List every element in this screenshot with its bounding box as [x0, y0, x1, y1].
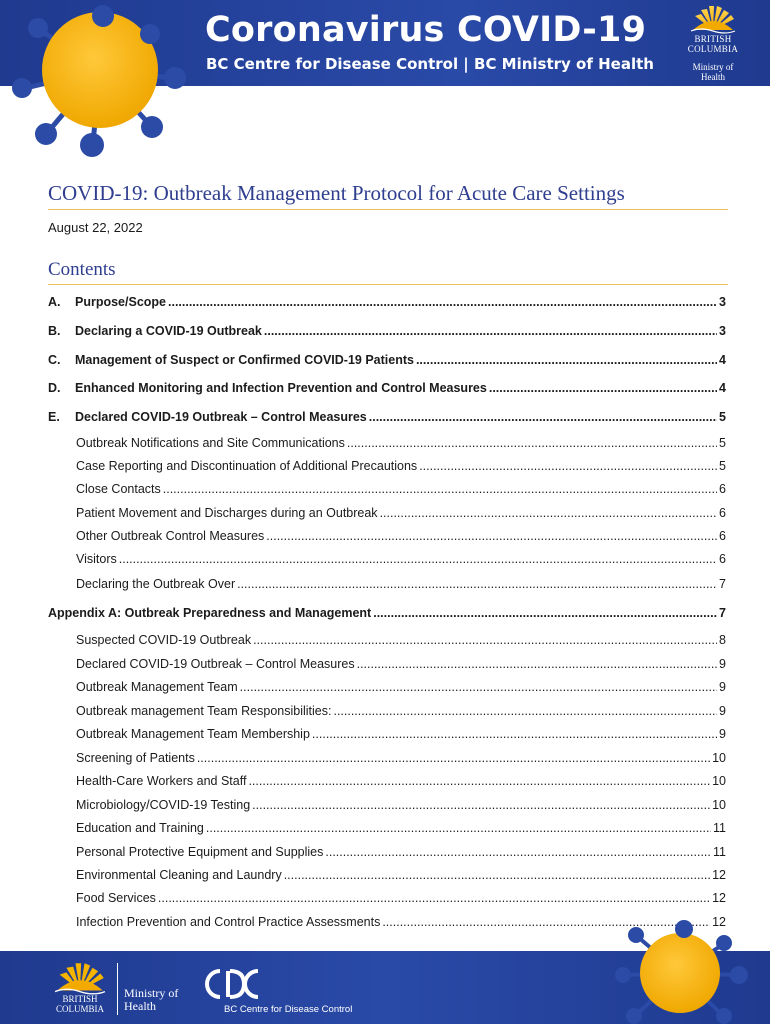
bc-logo-wordmark — [680, 34, 746, 54]
toc-dot-leader — [284, 868, 710, 882]
toc-page-number: 4 — [719, 353, 726, 367]
toc-entry[interactable] — [48, 324, 726, 338]
toc-entry-label: Other Outbreak Control Measures — [76, 529, 265, 543]
toc-subentry[interactable] — [76, 657, 726, 671]
toc-page-number: 10 — [712, 751, 726, 765]
toc-dot-leader — [312, 727, 717, 741]
toc-page-number: 6 — [719, 552, 726, 566]
toc-subentry[interactable] — [76, 704, 726, 718]
toc-dot-leader — [373, 606, 717, 620]
toc-dot-leader — [253, 633, 717, 647]
toc-page-number: 11 — [713, 821, 726, 835]
toc-subentry[interactable] — [76, 751, 726, 765]
toc-entry-label: Outbreak Notifications and Site Communications — [76, 436, 345, 450]
toc-entry-label: Outbreak management Team Responsibilities: — [76, 704, 332, 718]
toc-subentry[interactable] — [76, 436, 726, 450]
toc-dot-leader — [119, 552, 717, 566]
contents-divider — [48, 284, 728, 285]
toc-entry-label: Enhanced Monitoring and Infection Prevention and Control Measures — [75, 381, 487, 395]
toc-entry-label: Case Reporting and Discontinuation of Additional Precautions — [76, 459, 418, 473]
toc-dot-leader — [266, 529, 717, 543]
toc-dot-leader — [237, 577, 717, 591]
footer-ministry-line-2: Health — [124, 999, 156, 1013]
toc-page-number: 6 — [719, 529, 726, 543]
toc-page-number: 5 — [719, 459, 726, 473]
footer-ministry-label — [124, 987, 178, 1013]
toc-entry-letter: B. — [48, 324, 61, 338]
toc-entry-label: Declared COVID-19 Outbreak – Control Measures — [76, 657, 355, 671]
toc-subentry[interactable] — [76, 845, 726, 859]
bc-sun-logo-icon — [687, 4, 739, 34]
toc-subentry[interactable] — [76, 891, 726, 905]
toc-entry[interactable] — [48, 353, 726, 367]
toc-entry-label: Management of Suspect or Confirmed COVID-19 Patients — [75, 353, 414, 367]
toc-dot-leader — [163, 482, 717, 496]
footer-divider — [117, 963, 118, 1015]
toc-page-number: 6 — [719, 506, 726, 520]
bc-logo-wordmark-footer — [48, 994, 112, 1014]
toc-page-number: 7 — [719, 577, 726, 591]
toc-dot-leader — [325, 845, 711, 859]
toc-dot-leader — [419, 459, 717, 473]
toc-entry-label: Personal Protective Equipment and Supplies — [76, 845, 324, 859]
toc-entry-letter: E. — [48, 410, 60, 424]
document-date: August 22, 2022 — [48, 220, 143, 235]
toc-entry-label: Close Contacts — [76, 482, 161, 496]
toc-entry[interactable] — [48, 410, 726, 424]
toc-page-number: 12 — [712, 868, 726, 882]
bc-sun-logo-icon — [48, 961, 112, 995]
toc-entry[interactable] — [48, 381, 726, 395]
toc-entry[interactable] — [48, 606, 726, 620]
toc-entry-label: Infection Prevention and Control Practice Assessments — [76, 915, 381, 929]
toc-page-number: 10 — [712, 774, 726, 788]
toc-page-number: 9 — [719, 727, 726, 741]
bc-logo-footer-line-1: BRITISH — [62, 994, 98, 1004]
toc-entry-label: Visitors — [76, 552, 117, 566]
bc-logo-footer-line-2: COLUMBIA — [55, 1004, 104, 1014]
toc-entry-label: Declared COVID-19 Outbreak – Control Measures — [75, 410, 367, 424]
toc-dot-leader — [489, 381, 717, 395]
toc-subentry[interactable] — [76, 774, 726, 788]
toc-entry-label: Declaring the Outbreak Over — [76, 577, 236, 591]
toc-page-number: 10 — [712, 798, 726, 812]
toc-dot-leader — [264, 324, 717, 338]
toc-page-number: 5 — [719, 436, 726, 450]
toc-page-number: 4 — [719, 381, 726, 395]
toc-page-number: 9 — [719, 657, 726, 671]
toc-subentry[interactable] — [76, 459, 726, 473]
toc-subentry[interactable] — [76, 868, 726, 882]
toc-entry-label: Declaring a COVID-19 Outbreak — [75, 324, 262, 338]
toc-subentry[interactable] — [76, 680, 726, 694]
toc-dot-leader — [369, 410, 717, 424]
toc-page-number: 3 — [719, 324, 726, 338]
toc-entry-letter: C. — [48, 353, 61, 367]
toc-subentry[interactable] — [76, 821, 726, 835]
toc-subentry[interactable] — [76, 798, 726, 812]
toc-entry-label: Screening of Patients — [76, 751, 195, 765]
ministry-label — [680, 62, 746, 82]
toc-entry[interactable] — [48, 295, 726, 309]
cdc-wordmark: BC Centre for Disease Control — [224, 1004, 353, 1015]
bc-government-logo — [680, 4, 746, 84]
footer-ministry-line-1: Ministry of — [124, 986, 179, 1000]
toc-entry-label: Outbreak Management Team — [76, 680, 238, 694]
toc-subentry[interactable] — [76, 577, 726, 591]
toc-subentry[interactable] — [76, 529, 726, 543]
toc-entry-label: Health-Care Workers and Staff — [76, 774, 247, 788]
toc-page-number: 9 — [719, 680, 726, 694]
toc-page-number: 12 — [712, 891, 726, 905]
toc-subentry[interactable] — [76, 482, 726, 496]
toc-entry-label: Food Services — [76, 891, 156, 905]
toc-dot-leader — [248, 774, 710, 788]
toc-subentry[interactable] — [76, 633, 726, 647]
toc-subentry[interactable] — [76, 727, 726, 741]
toc-dot-leader — [252, 798, 710, 812]
toc-page-number: 11 — [713, 845, 726, 859]
toc-dot-leader — [357, 657, 717, 671]
toc-entry-label: Patient Movement and Discharges during an Outbreak — [76, 506, 378, 520]
ministry-line-2: Health — [701, 72, 725, 82]
toc-dot-leader — [333, 704, 717, 718]
bc-logo-line-2: COLUMBIA — [687, 44, 739, 54]
coronavirus-icon — [596, 915, 756, 1024]
toc-entry-letter: A. — [48, 295, 61, 309]
banner-title: Coronavirus COVID-19 — [205, 10, 647, 50]
toc-entry-label: Appendix A: Outbreak Preparedness and Management — [48, 606, 372, 620]
toc-dot-leader — [206, 821, 711, 835]
cdc-logo-icon — [204, 967, 260, 1001]
toc-entry-label: Education and Training — [76, 821, 204, 835]
document-title: COVID-19: Outbreak Management Protocol for Acute Care Settings — [48, 181, 625, 205]
toc-page-number: 3 — [719, 295, 726, 309]
toc-dot-leader — [380, 506, 717, 520]
toc-entry-label: Suspected COVID-19 Outbreak — [76, 633, 252, 647]
toc-entry-label: Microbiology/COVID-19 Testing — [76, 798, 251, 812]
toc-dot-leader — [416, 353, 717, 367]
ministry-line-1: Ministry of — [692, 62, 734, 72]
title-divider — [48, 209, 728, 210]
toc-entry-letter: D. — [48, 381, 61, 395]
toc-dot-leader — [158, 891, 710, 905]
toc-dot-leader — [168, 295, 717, 309]
toc-entry-label: Outbreak Management Team Membership — [76, 727, 310, 741]
banner-subtitle: BC Centre for Disease Control | BC Ministry of Health — [206, 55, 654, 73]
toc-page-number: 8 — [719, 633, 726, 647]
toc-dot-leader — [197, 751, 710, 765]
toc-entry-label: Environmental Cleaning and Laundry — [76, 868, 282, 882]
bc-logo-line-1: BRITISH — [694, 34, 732, 44]
toc-page-number: 9 — [719, 704, 726, 718]
coronavirus-icon — [0, 0, 200, 170]
toc-page-number: 6 — [719, 482, 726, 496]
toc-entry-label: Purpose/Scope — [75, 295, 166, 309]
toc-page-number: 12 — [712, 915, 726, 929]
toc-dot-leader — [240, 680, 717, 694]
toc-page-number: 5 — [719, 410, 726, 424]
toc-page-number: 7 — [719, 606, 726, 620]
toc-subentry[interactable] — [76, 506, 726, 520]
toc-subentry[interactable] — [76, 552, 726, 566]
contents-heading: Contents — [48, 259, 116, 280]
toc-dot-leader — [347, 436, 717, 450]
